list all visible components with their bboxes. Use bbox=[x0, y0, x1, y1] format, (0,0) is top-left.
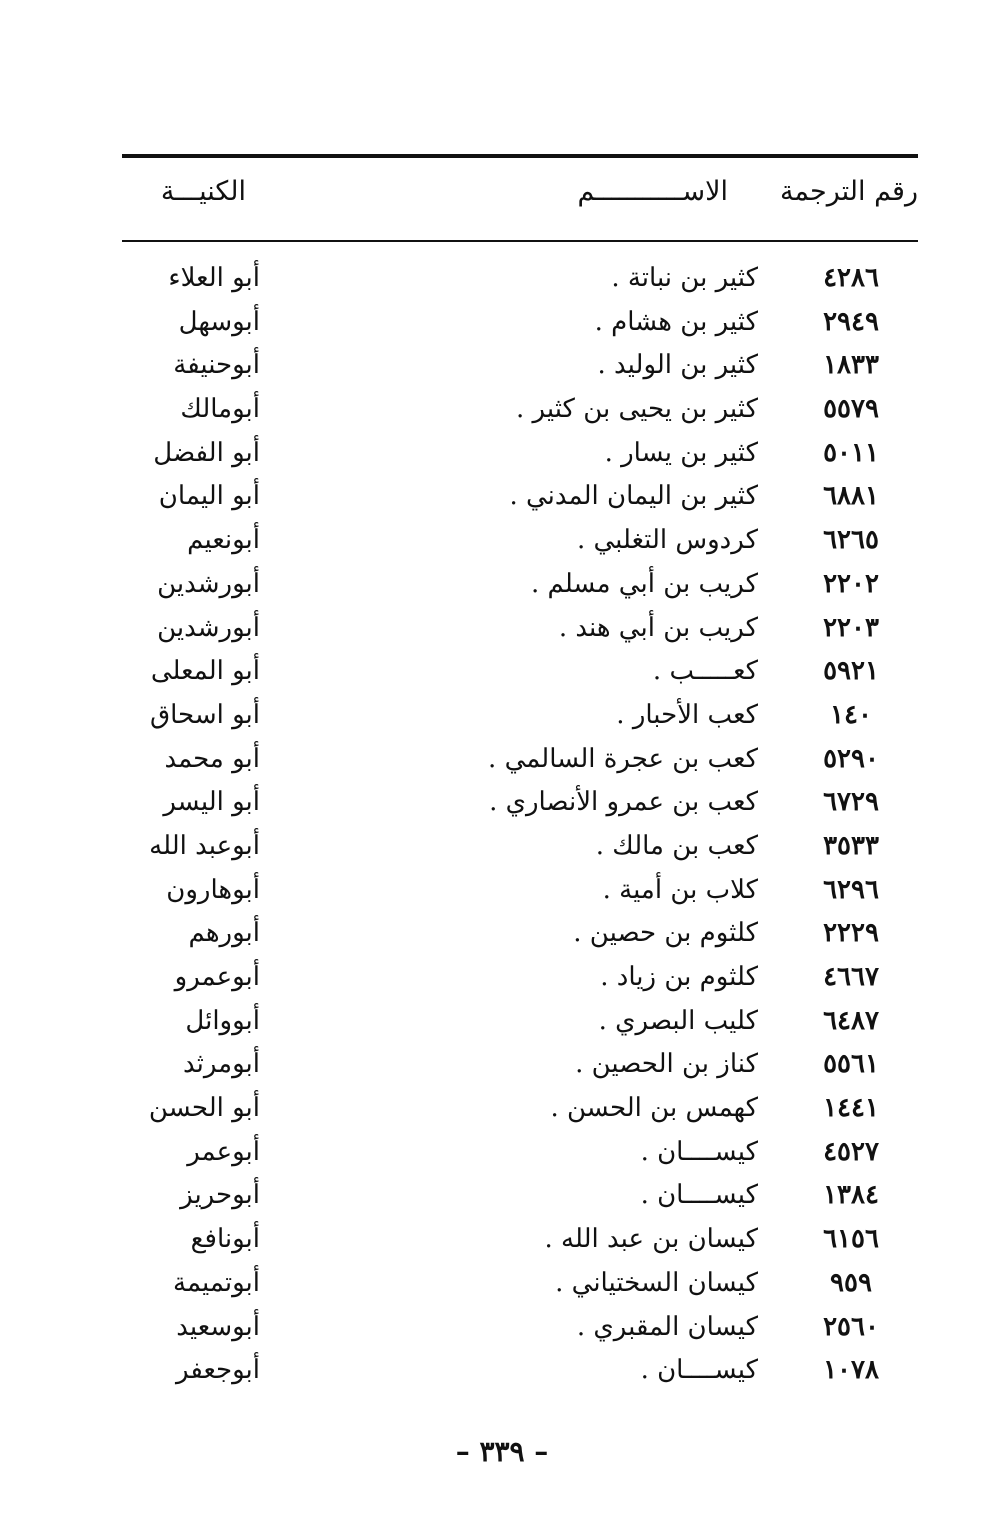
row-number: ٥٥٦١ bbox=[823, 1049, 879, 1080]
row-name: كهمس بن الحسن . bbox=[550, 1093, 758, 1124]
row-number: ٤٢٨٦ bbox=[823, 263, 879, 293]
row-kunya: أبورشدين bbox=[157, 612, 260, 643]
row-number: ٤٥٢٧ bbox=[823, 1136, 879, 1167]
table-row bbox=[122, 1306, 918, 1350]
row-name: كلاب بن أمية . bbox=[602, 874, 758, 905]
row-number: ٦٤٨٧ bbox=[823, 1005, 879, 1036]
row-name: كريب بن أبي مسلم . bbox=[530, 568, 758, 599]
header-name: الاســـــــــــم bbox=[577, 176, 728, 207]
row-number: ١٨٣٣ bbox=[823, 350, 879, 381]
row-name: كريب بن أبي هند . bbox=[558, 612, 758, 643]
row-kunya: أبوهارون bbox=[166, 874, 260, 905]
row-kunya: أبوحنيفة bbox=[173, 350, 260, 381]
table-row bbox=[122, 738, 918, 782]
table-header-rule bbox=[122, 240, 918, 242]
table-top-rule bbox=[122, 154, 918, 158]
row-number: ٦٧٢٩ bbox=[823, 787, 879, 818]
page-number: – ٣٣٩ – bbox=[455, 1435, 549, 1468]
row-number: ٦٢٦٥ bbox=[823, 525, 879, 556]
table-row bbox=[122, 1218, 918, 1262]
row-kunya: أبو الفضل bbox=[153, 437, 260, 468]
row-name: كثير بن يحيى بن كثير . bbox=[515, 394, 758, 425]
table-row bbox=[122, 1174, 918, 1218]
row-name: كيسان المقبري . bbox=[576, 1311, 758, 1342]
row-kunya: أبومرثد bbox=[182, 1049, 260, 1080]
row-name: كليب البصري . bbox=[598, 1005, 758, 1036]
row-name: كثير بن يسار . bbox=[604, 437, 758, 468]
row-kunya: أبونعيم bbox=[187, 525, 260, 556]
row-name: كلثوم بن حصين . bbox=[573, 918, 758, 949]
row-number: ٢٩٤٩ bbox=[823, 306, 879, 337]
row-name: كعب الأحبار . bbox=[616, 699, 758, 730]
header-kunya: الكنيـــة bbox=[160, 176, 246, 207]
table-row bbox=[122, 825, 918, 869]
row-number: ٥٩٢١ bbox=[823, 656, 879, 687]
table-row bbox=[122, 475, 918, 519]
table-row bbox=[122, 781, 918, 825]
table-row bbox=[122, 301, 918, 345]
table-row bbox=[122, 344, 918, 388]
row-number: ٦٢٩٦ bbox=[823, 874, 879, 905]
row-kunya: أبومالك bbox=[180, 394, 260, 425]
row-kunya: أبوعمرو bbox=[174, 962, 260, 992]
row-name: كثير بن اليمان المدني . bbox=[509, 481, 758, 512]
row-kunya: أبوسهل bbox=[178, 306, 260, 337]
row-name: كيسان السختياني . bbox=[555, 1267, 758, 1298]
row-kunya: أبو اليمان bbox=[158, 481, 260, 512]
row-kunya: أبوعبد الله bbox=[149, 830, 260, 861]
table-row bbox=[122, 432, 918, 476]
row-number: ٢٥٦٠ bbox=[823, 1311, 879, 1342]
row-number: ٣٥٣٣ bbox=[823, 830, 879, 861]
row-number: ٢٢٠٣ bbox=[823, 612, 879, 643]
row-kunya: أبوتميمة bbox=[173, 1267, 260, 1298]
row-name: كلثوم بن زياد . bbox=[600, 962, 758, 992]
row-kunya: أبو اليسر bbox=[163, 787, 260, 818]
row-kunya: أبووائل bbox=[185, 1005, 260, 1036]
table-row bbox=[122, 1349, 918, 1393]
row-number: ٦١٥٦ bbox=[823, 1224, 879, 1255]
row-name: كيســــان . bbox=[640, 1180, 758, 1211]
row-number: ١٣٨٤ bbox=[823, 1180, 879, 1211]
header-number: رقم الترجمة bbox=[779, 176, 918, 207]
table-row bbox=[122, 607, 918, 651]
table-row bbox=[122, 563, 918, 607]
table-row bbox=[122, 650, 918, 694]
table-row bbox=[122, 1262, 918, 1306]
table-row bbox=[122, 257, 918, 301]
table-row bbox=[122, 956, 918, 1000]
table-row bbox=[122, 519, 918, 563]
row-kunya: أبونافع bbox=[190, 1224, 260, 1255]
row-name: كعب بن مالك . bbox=[595, 830, 758, 861]
table-row bbox=[122, 694, 918, 738]
row-kunya: أبو المعلى bbox=[150, 656, 260, 687]
row-number: ٥٠١١ bbox=[823, 437, 879, 468]
table-row bbox=[122, 1131, 918, 1175]
row-kunya: أبورشدين bbox=[157, 568, 260, 599]
row-kunya: أبو محمد bbox=[164, 743, 260, 774]
row-name: كناز بن الحصين . bbox=[575, 1049, 758, 1080]
row-kunya: أبو الحسن bbox=[148, 1093, 260, 1124]
row-kunya: أبو اسحاق bbox=[149, 699, 260, 730]
row-number: ١٠٧٨ bbox=[823, 1355, 879, 1386]
table-row bbox=[122, 912, 918, 956]
row-number: ٢٢٠٢ bbox=[823, 568, 879, 599]
row-name: كعب بن عجرة السالمي . bbox=[488, 743, 758, 774]
row-number: ٥٥٧٩ bbox=[823, 394, 879, 425]
row-kunya: أبوعمر bbox=[187, 1136, 260, 1167]
row-name: كيســــان . bbox=[640, 1355, 758, 1386]
row-number: ٢٢٢٩ bbox=[823, 918, 879, 949]
row-number: ١٤٠ bbox=[830, 699, 872, 730]
row-number: ٤٦٦٧ bbox=[823, 962, 879, 992]
row-kunya: أبوسعيد bbox=[176, 1311, 260, 1342]
row-name: كردوس التغلبي . bbox=[576, 525, 758, 556]
row-name: كعب بن عمرو الأنصاري . bbox=[489, 787, 758, 818]
table-body bbox=[122, 257, 918, 1393]
row-kunya: أبوحريز bbox=[180, 1180, 260, 1211]
row-name: كيســــان . bbox=[640, 1136, 758, 1167]
row-name: كثير بن الوليد . bbox=[597, 350, 758, 381]
table-row bbox=[122, 1043, 918, 1087]
row-kunya: أبو العلاء bbox=[168, 263, 260, 293]
row-kunya: أبوجعفر bbox=[175, 1355, 260, 1386]
row-number: ١٤٤١ bbox=[823, 1093, 879, 1124]
row-number: ٥٢٩٠ bbox=[823, 743, 879, 774]
row-name: كثير بن هشام . bbox=[594, 306, 758, 337]
row-name: كعـــــب . bbox=[652, 656, 758, 687]
table-row bbox=[122, 1087, 918, 1131]
row-name: كيسان بن عبد الله . bbox=[544, 1224, 758, 1255]
row-number: ٦٨٨١ bbox=[823, 481, 879, 512]
table-row bbox=[122, 869, 918, 913]
table-header bbox=[122, 168, 918, 218]
table-row bbox=[122, 1000, 918, 1044]
row-kunya: أبورهم bbox=[188, 918, 260, 949]
row-name: كثير بن نباتة . bbox=[611, 263, 758, 293]
row-number: ٩٥٩ bbox=[830, 1267, 872, 1298]
table-row bbox=[122, 388, 918, 432]
